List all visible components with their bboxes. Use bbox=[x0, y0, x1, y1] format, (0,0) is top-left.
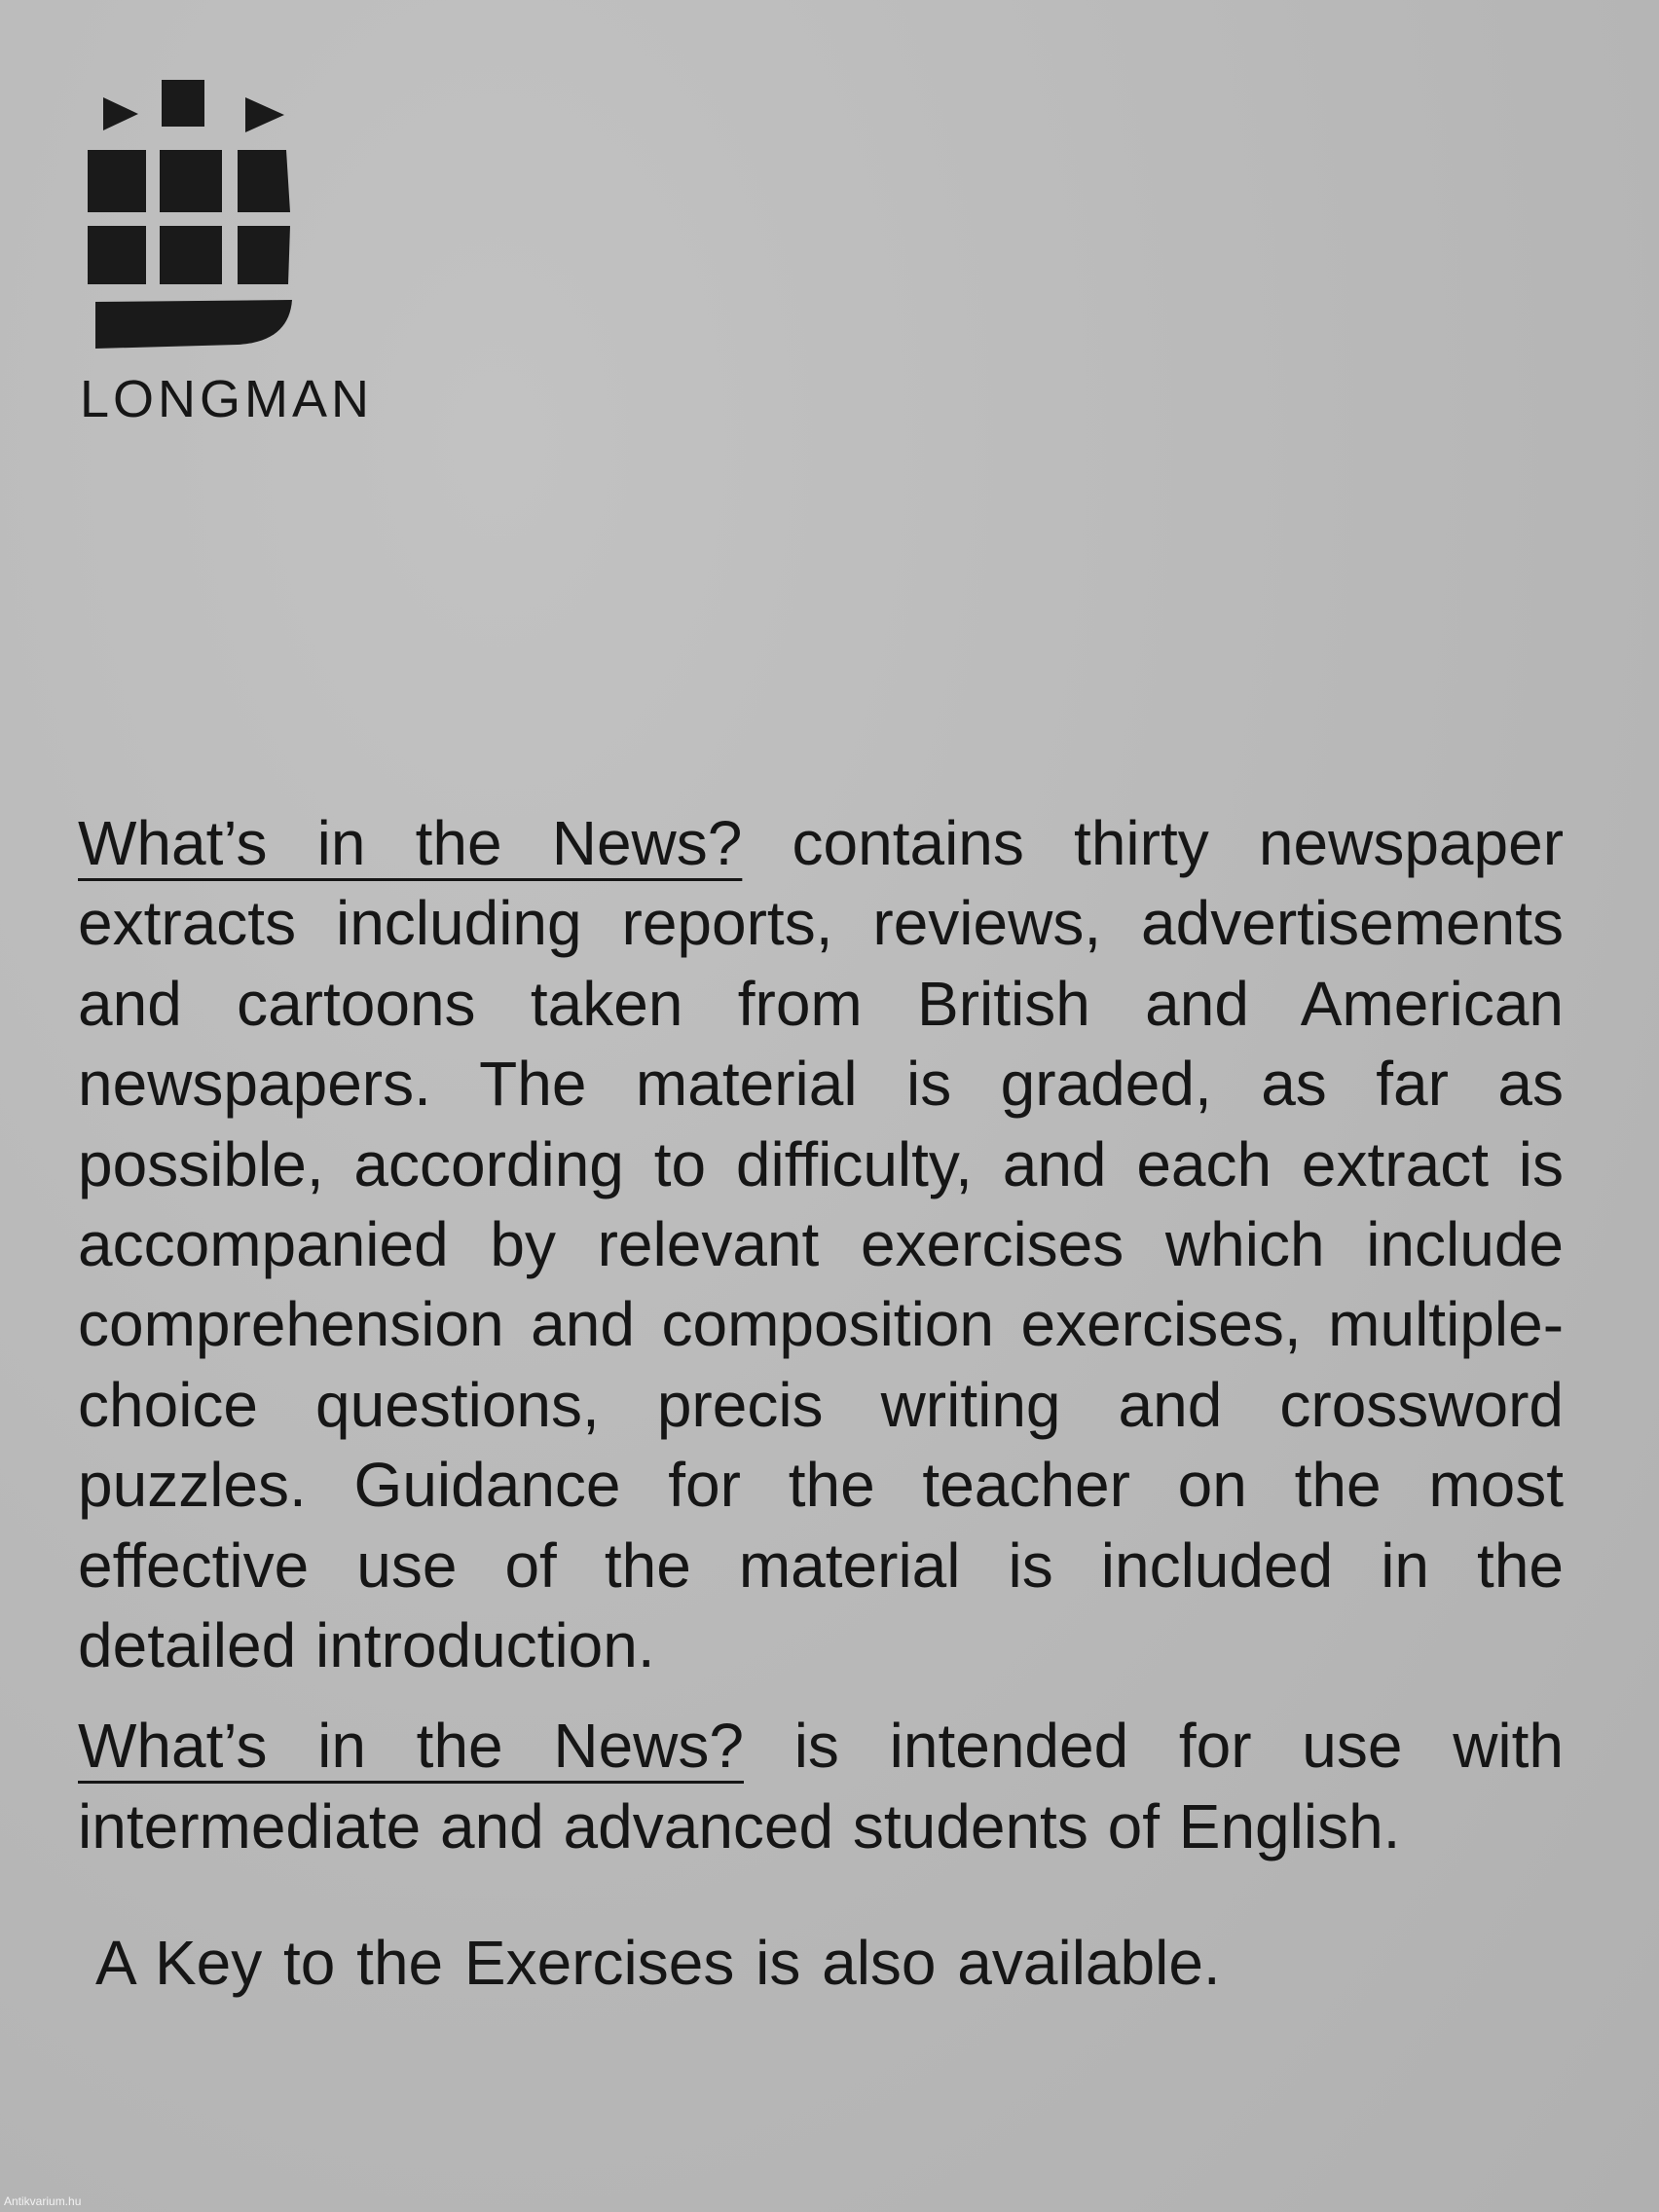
audience-paragraph bbox=[78, 1706, 1564, 1866]
description-paragraph bbox=[78, 803, 1564, 1685]
description-text: contains thirty newspaper extracts including reports, reviews, advertisements and cartoons taken from British and American newspapers. The material is graded, as far as possible, according to difficulty, and each extract is accompanied by relevant exercises which include comprehension and composition exercises, multiple-choice questions, precis writing and crossword puzzles. Guidance for the teacher on the most effective use of the material is included in the detailed introduction. bbox=[78, 808, 1564, 1681]
watermark: Antikvarium.hu bbox=[4, 2194, 82, 2208]
ship-icon bbox=[82, 80, 312, 362]
audience-text: is intended for use with intermediate and advanced students of English. bbox=[78, 1711, 1565, 1862]
key-availability-note: A Key to the Exercises is also available. bbox=[95, 1928, 1221, 1998]
book-title: What’s in the News? bbox=[78, 1711, 744, 1782]
book-title: What’s in the News? bbox=[78, 808, 743, 878]
book-description bbox=[78, 803, 1564, 1866]
publisher-name: LONGMAN bbox=[80, 370, 374, 428]
